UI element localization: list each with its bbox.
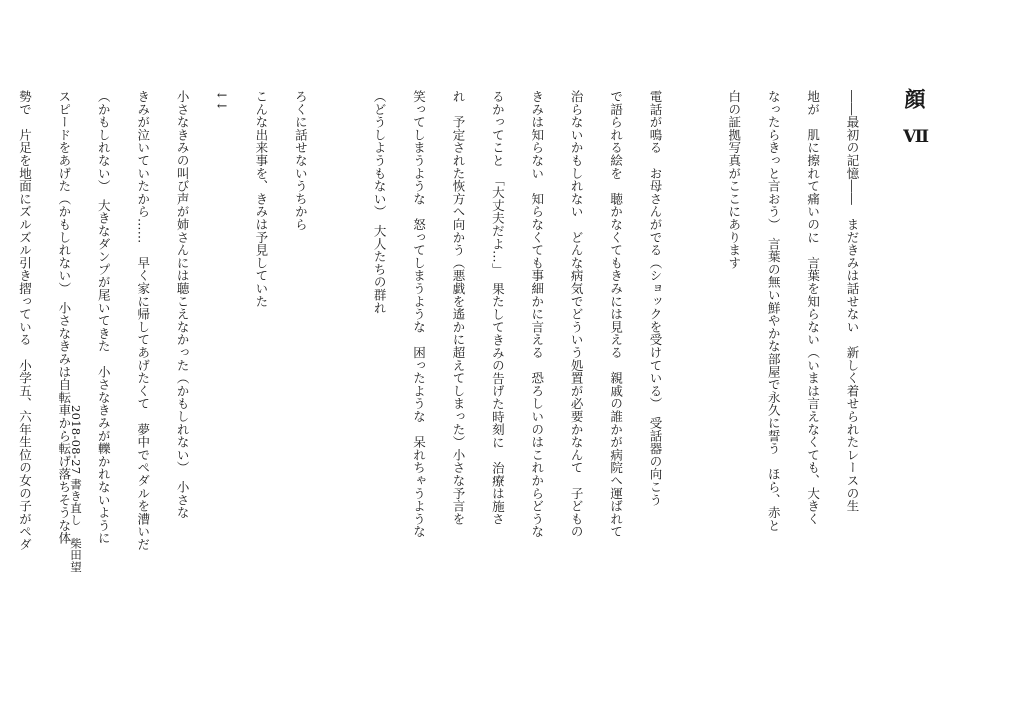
poem-line: きみが泣いていたから…… 早く家に帰してあげたくて 夢中でペダルを漕いだ: [135, 90, 151, 551]
poem-line: スピードをあげた（かもしれない） 小さなきみは自転車から転げ落ちそうな体: [56, 90, 72, 545]
poem-line: 笑ってしまうような 怒ってしまうような 困ったような 呆れちゃうような: [411, 90, 427, 538]
poem-line: 小さなきみの叫び声が姉さんには聴こえなかった（かもしれない） 小さな: [175, 90, 191, 519]
poem-line: ↓↓: [214, 90, 230, 112]
poem-title: [889, 88, 929, 158]
poem-line: で語られる絵を 聴かなくてもきみには見える 親戚の誰かが病院へ運ばれて: [608, 90, 624, 538]
poem-line: ろくに話せないうちから: [293, 90, 309, 231]
poem-line: [330, 90, 350, 640]
title-numeral: Ⅶ: [903, 127, 929, 147]
poem-line: 白の証拠写真がここにあります: [726, 90, 742, 270]
poem-line: [685, 90, 705, 640]
poem-line: （かもしれない） 大きなダンプが尾いてきた 小さなきみが轢かれないように: [96, 90, 112, 545]
poem-line: （どうしようもない） 大人たちの群れ: [372, 90, 388, 315]
poem-line: ――最初の記憶―― まだきみは話せない 新しく着せられたレースの生: [845, 90, 860, 513]
poem-line: きみは知らない 知らなくても事細かに言える 恐ろしいのはこれからどうな: [529, 90, 545, 538]
poem-line: 治らないかもしれない どんな病気でどういう処置が必要かなんて 子どもの: [569, 90, 585, 538]
poem-line: るかってこと 「大丈夫だよ…」 果たしてきみの告げた時刻に 治療は施さ: [490, 90, 506, 526]
date-and-author: 2018-08-27 書き直し 柴田望: [69, 405, 83, 573]
poem-line: 電話が鳴る お母さんがでる（ショックを受けている） 受話器の向こう: [647, 90, 663, 507]
title-kanji: 顔: [902, 88, 927, 111]
poem-line: れ 予定された恢方へ向かう（悪戯を遙かに超えてしまった）小さな予言を: [450, 90, 466, 526]
poem-line: なったらきっと言おう） 言葉の無い鮮やかな部屋で永久に誓う ほら、赤と: [766, 90, 782, 532]
poem-line: 勢で 片足を地面にズルズル引き摺っている 小学五、六年生位の女の子がペダ: [17, 90, 33, 551]
poem-line: こんな出来事を、きみは予見していた: [253, 90, 269, 308]
poem-line: 地が 肌に擦れて痛いのに 言葉を知らない（いまは言えなくても、大きく: [805, 90, 821, 526]
